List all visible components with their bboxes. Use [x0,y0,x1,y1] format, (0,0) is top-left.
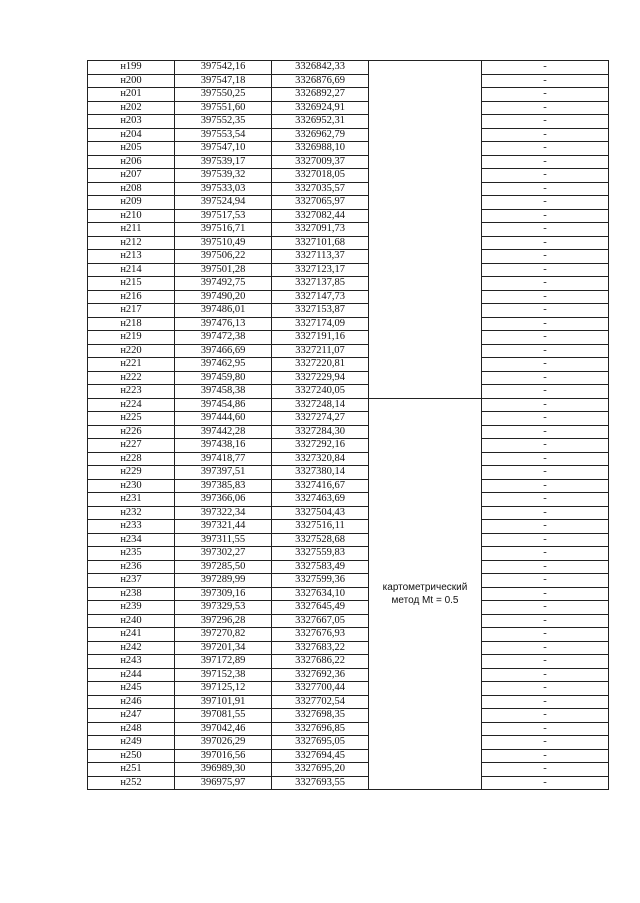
x-coordinate-cell: 397321,44 [175,520,272,534]
accuracy-value-cell: - [482,169,609,183]
point-id-cell: н226 [88,425,175,439]
accuracy-value-cell: - [482,412,609,426]
accuracy-value-cell: - [482,128,609,142]
x-coordinate-cell: 397547,10 [175,142,272,156]
table-row [88,250,609,264]
y-coordinate-cell: 3327676,93 [272,628,369,642]
accuracy-value-cell: - [482,479,609,493]
accuracy-value-cell: - [482,74,609,88]
y-coordinate-cell: 3327035,57 [272,182,369,196]
y-coordinate-cell: 3327229,94 [272,371,369,385]
accuracy-value-cell: - [482,506,609,520]
accuracy-value-cell: - [482,155,609,169]
point-id-cell: н249 [88,736,175,750]
accuracy-value-cell: - [482,88,609,102]
x-coordinate-cell: 397539,32 [175,169,272,183]
point-id-cell: н247 [88,709,175,723]
point-id-cell: н235 [88,547,175,561]
accuracy-value-cell: - [482,236,609,250]
y-coordinate-cell: 3327559,83 [272,547,369,561]
accuracy-value-cell: - [482,317,609,331]
x-coordinate-cell: 397454,86 [175,398,272,412]
table-row [88,169,609,183]
accuracy-value-cell: - [482,641,609,655]
x-coordinate-cell: 397510,49 [175,236,272,250]
method-cell [369,61,482,399]
point-id-cell: н205 [88,142,175,156]
x-coordinate-cell: 397486,01 [175,304,272,318]
accuracy-value-cell: - [482,466,609,480]
accuracy-value-cell: - [482,223,609,237]
point-id-cell: н232 [88,506,175,520]
point-id-cell: н222 [88,371,175,385]
x-coordinate-cell: 397172,89 [175,655,272,669]
table-row [88,371,609,385]
point-id-cell: н231 [88,493,175,507]
table-row [88,574,609,588]
accuracy-value-cell: - [482,601,609,615]
point-id-cell: н202 [88,101,175,115]
x-coordinate-cell: 396989,30 [175,763,272,777]
point-id-cell: н214 [88,263,175,277]
point-id-cell: н213 [88,250,175,264]
y-coordinate-cell: 3327220,81 [272,358,369,372]
point-id-cell: н237 [88,574,175,588]
y-coordinate-cell: 3327153,87 [272,304,369,318]
point-id-cell: н210 [88,209,175,223]
table-row [88,385,609,399]
table-row [88,736,609,750]
point-id-cell: н230 [88,479,175,493]
x-coordinate-cell: 397553,54 [175,128,272,142]
table-row [88,479,609,493]
table-row [88,115,609,129]
y-coordinate-cell: 3326962,79 [272,128,369,142]
y-coordinate-cell: 3327191,16 [272,331,369,345]
y-coordinate-cell: 3327292,16 [272,439,369,453]
accuracy-value-cell: - [482,736,609,750]
accuracy-value-cell: - [482,709,609,723]
y-coordinate-cell: 3326876,69 [272,74,369,88]
accuracy-value-cell: - [482,101,609,115]
table-row [88,317,609,331]
y-coordinate-cell: 3327248,14 [272,398,369,412]
y-coordinate-cell: 3327082,44 [272,209,369,223]
y-coordinate-cell: 3327240,05 [272,385,369,399]
y-coordinate-cell: 3327504,43 [272,506,369,520]
x-coordinate-cell: 397472,38 [175,331,272,345]
accuracy-value-cell: - [482,196,609,210]
table-row [88,506,609,520]
accuracy-value-cell: - [482,344,609,358]
table-row [88,439,609,453]
y-coordinate-cell: 3327274,27 [272,412,369,426]
point-id-cell: н229 [88,466,175,480]
accuracy-value-cell: - [482,182,609,196]
x-coordinate-cell: 397285,50 [175,560,272,574]
x-coordinate-cell: 397551,60 [175,101,272,115]
x-coordinate-cell: 397026,29 [175,736,272,750]
x-coordinate-cell: 397542,16 [175,61,272,75]
accuracy-value-cell: - [482,520,609,534]
accuracy-value-cell: - [482,358,609,372]
accuracy-value-cell: - [482,547,609,561]
point-id-cell: н240 [88,614,175,628]
accuracy-value-cell: - [482,61,609,75]
x-coordinate-cell: 397152,38 [175,668,272,682]
point-id-cell: н217 [88,304,175,318]
accuracy-value-cell: - [482,398,609,412]
table-row [88,493,609,507]
accuracy-value-cell: - [482,614,609,628]
x-coordinate-cell: 397442,28 [175,425,272,439]
y-coordinate-cell: 3327123,17 [272,263,369,277]
table-row [88,209,609,223]
x-coordinate-cell: 397322,34 [175,506,272,520]
table-row [88,358,609,372]
y-coordinate-cell: 3327694,45 [272,749,369,763]
point-id-cell: н199 [88,61,175,75]
table-row [88,331,609,345]
y-coordinate-cell: 3327696,85 [272,722,369,736]
accuracy-value-cell: - [482,763,609,777]
point-id-cell: н242 [88,641,175,655]
x-coordinate-cell: 397125,12 [175,682,272,696]
point-id-cell: н218 [88,317,175,331]
y-coordinate-cell: 3327101,68 [272,236,369,250]
table-row [88,452,609,466]
table-row [88,412,609,426]
accuracy-value-cell: - [482,574,609,588]
table-row [88,668,609,682]
point-id-cell: н206 [88,155,175,169]
x-coordinate-cell: 397270,82 [175,628,272,642]
table-row [88,223,609,237]
x-coordinate-cell: 397506,22 [175,250,272,264]
method-cell: картометрический метод Mt = 0.5 [369,398,482,790]
x-coordinate-cell: 397329,53 [175,601,272,615]
table-row [88,155,609,169]
point-id-cell: н220 [88,344,175,358]
point-id-cell: н244 [88,668,175,682]
y-coordinate-cell: 3327695,05 [272,736,369,750]
accuracy-value-cell: - [482,682,609,696]
table-row [88,236,609,250]
table-row [88,547,609,561]
y-coordinate-cell: 3327695,20 [272,763,369,777]
accuracy-value-cell: - [482,142,609,156]
point-id-cell: н251 [88,763,175,777]
x-coordinate-cell: 397296,28 [175,614,272,628]
y-coordinate-cell: 3327463,69 [272,493,369,507]
accuracy-value-cell: - [482,749,609,763]
table-row [88,263,609,277]
accuracy-value-cell: - [482,277,609,291]
point-id-cell: н246 [88,695,175,709]
y-coordinate-cell: 3327667,05 [272,614,369,628]
coordinates-table [87,60,609,790]
point-id-cell: н225 [88,412,175,426]
point-id-cell: н212 [88,236,175,250]
table-row [88,398,609,412]
table-row [88,682,609,696]
table-row [88,695,609,709]
y-coordinate-cell: 3327113,37 [272,250,369,264]
y-coordinate-cell: 3327009,37 [272,155,369,169]
table-row [88,560,609,574]
x-coordinate-cell: 397458,38 [175,385,272,399]
accuracy-value-cell: - [482,722,609,736]
x-coordinate-cell: 397539,17 [175,155,272,169]
table-row [88,196,609,210]
table-row [88,466,609,480]
y-coordinate-cell: 3327645,49 [272,601,369,615]
y-coordinate-cell: 3327065,97 [272,196,369,210]
x-coordinate-cell: 397459,80 [175,371,272,385]
x-coordinate-cell: 397302,27 [175,547,272,561]
y-coordinate-cell: 3327211,07 [272,344,369,358]
table-row [88,763,609,777]
x-coordinate-cell: 397533,03 [175,182,272,196]
x-coordinate-cell: 397476,13 [175,317,272,331]
point-id-cell: н224 [88,398,175,412]
table-row [88,749,609,763]
x-coordinate-cell: 397016,56 [175,749,272,763]
y-coordinate-cell: 3327091,73 [272,223,369,237]
accuracy-value-cell: - [482,628,609,642]
x-coordinate-cell: 397438,16 [175,439,272,453]
y-coordinate-cell: 3327702,54 [272,695,369,709]
point-id-cell: н227 [88,439,175,453]
accuracy-value-cell: - [482,493,609,507]
table-row [88,142,609,156]
y-coordinate-cell: 3327516,11 [272,520,369,534]
y-coordinate-cell: 3327380,14 [272,466,369,480]
point-id-cell: н250 [88,749,175,763]
x-coordinate-cell: 397516,71 [175,223,272,237]
accuracy-value-cell: - [482,533,609,547]
table-row [88,587,609,601]
x-coordinate-cell: 397081,55 [175,709,272,723]
accuracy-value-cell: - [482,425,609,439]
table-row [88,182,609,196]
y-coordinate-cell: 3327018,05 [272,169,369,183]
x-coordinate-cell: 397444,60 [175,412,272,426]
y-coordinate-cell: 3327416,67 [272,479,369,493]
y-coordinate-cell: 3327137,85 [272,277,369,291]
table-row [88,101,609,115]
point-id-cell: н200 [88,74,175,88]
accuracy-value-cell: - [482,452,609,466]
table-row [88,88,609,102]
y-coordinate-cell: 3327528,68 [272,533,369,547]
y-coordinate-cell: 3327693,55 [272,776,369,790]
point-id-cell: н238 [88,587,175,601]
x-coordinate-cell: 397462,95 [175,358,272,372]
x-coordinate-cell: 397517,53 [175,209,272,223]
accuracy-value-cell: - [482,668,609,682]
accuracy-value-cell: - [482,209,609,223]
table-row [88,709,609,723]
table-row [88,601,609,615]
table-row [88,722,609,736]
x-coordinate-cell: 397552,35 [175,115,272,129]
coordinates-table-body [88,61,609,790]
point-id-cell: н252 [88,776,175,790]
accuracy-value-cell: - [482,439,609,453]
x-coordinate-cell: 397547,18 [175,74,272,88]
point-id-cell: н208 [88,182,175,196]
y-coordinate-cell: 3327284,30 [272,425,369,439]
point-id-cell: н221 [88,358,175,372]
table-row [88,776,609,790]
x-coordinate-cell: 397397,51 [175,466,272,480]
y-coordinate-cell: 3327583,49 [272,560,369,574]
point-id-cell: н207 [88,169,175,183]
table-row [88,344,609,358]
point-id-cell: н243 [88,655,175,669]
y-coordinate-cell: 3327683,22 [272,641,369,655]
point-id-cell: н209 [88,196,175,210]
y-coordinate-cell: 3327599,36 [272,574,369,588]
table-row [88,277,609,291]
point-id-cell: н204 [88,128,175,142]
point-id-cell: н219 [88,331,175,345]
point-id-cell: н239 [88,601,175,615]
point-id-cell: н233 [88,520,175,534]
x-coordinate-cell: 397490,20 [175,290,272,304]
point-id-cell: н236 [88,560,175,574]
y-coordinate-cell: 3327634,10 [272,587,369,601]
x-coordinate-cell: 397042,46 [175,722,272,736]
accuracy-value-cell: - [482,776,609,790]
point-id-cell: н203 [88,115,175,129]
accuracy-value-cell: - [482,250,609,264]
point-id-cell: н223 [88,385,175,399]
table-row [88,128,609,142]
x-coordinate-cell: 397201,34 [175,641,272,655]
accuracy-value-cell: - [482,331,609,345]
point-id-cell: н241 [88,628,175,642]
accuracy-value-cell: - [482,371,609,385]
table-row [88,304,609,318]
table-row [88,628,609,642]
y-coordinate-cell: 3326952,31 [272,115,369,129]
accuracy-value-cell: - [482,587,609,601]
x-coordinate-cell: 397550,25 [175,88,272,102]
x-coordinate-cell: 397289,99 [175,574,272,588]
y-coordinate-cell: 3326892,27 [272,88,369,102]
x-coordinate-cell: 396975,97 [175,776,272,790]
point-id-cell: н248 [88,722,175,736]
y-coordinate-cell: 3327686,22 [272,655,369,669]
x-coordinate-cell: 397366,06 [175,493,272,507]
y-coordinate-cell: 3327320,84 [272,452,369,466]
point-id-cell: н216 [88,290,175,304]
y-coordinate-cell: 3327147,73 [272,290,369,304]
y-coordinate-cell: 3327174,09 [272,317,369,331]
x-coordinate-cell: 397101,91 [175,695,272,709]
x-coordinate-cell: 397418,77 [175,452,272,466]
table-row [88,74,609,88]
x-coordinate-cell: 397524,94 [175,196,272,210]
accuracy-value-cell: - [482,115,609,129]
y-coordinate-cell: 3326988,10 [272,142,369,156]
table-row [88,61,609,75]
accuracy-value-cell: - [482,560,609,574]
y-coordinate-cell: 3326924,91 [272,101,369,115]
y-coordinate-cell: 3326842,33 [272,61,369,75]
table-row [88,641,609,655]
table-row [88,425,609,439]
accuracy-value-cell: - [482,304,609,318]
x-coordinate-cell: 397501,28 [175,263,272,277]
x-coordinate-cell: 397311,55 [175,533,272,547]
point-id-cell: н201 [88,88,175,102]
accuracy-value-cell: - [482,263,609,277]
table-row [88,520,609,534]
point-id-cell: н245 [88,682,175,696]
accuracy-value-cell: - [482,290,609,304]
y-coordinate-cell: 3327692,36 [272,668,369,682]
table-row [88,655,609,669]
table-row [88,614,609,628]
x-coordinate-cell: 397385,83 [175,479,272,493]
table-row [88,533,609,547]
point-id-cell: н234 [88,533,175,547]
y-coordinate-cell: 3327698,35 [272,709,369,723]
point-id-cell: н215 [88,277,175,291]
x-coordinate-cell: 397309,16 [175,587,272,601]
accuracy-value-cell: - [482,655,609,669]
accuracy-value-cell: - [482,385,609,399]
x-coordinate-cell: 397492,75 [175,277,272,291]
point-id-cell: н211 [88,223,175,237]
y-coordinate-cell: 3327700,44 [272,682,369,696]
accuracy-value-cell: - [482,695,609,709]
table-row [88,290,609,304]
x-coordinate-cell: 397466,69 [175,344,272,358]
point-id-cell: н228 [88,452,175,466]
